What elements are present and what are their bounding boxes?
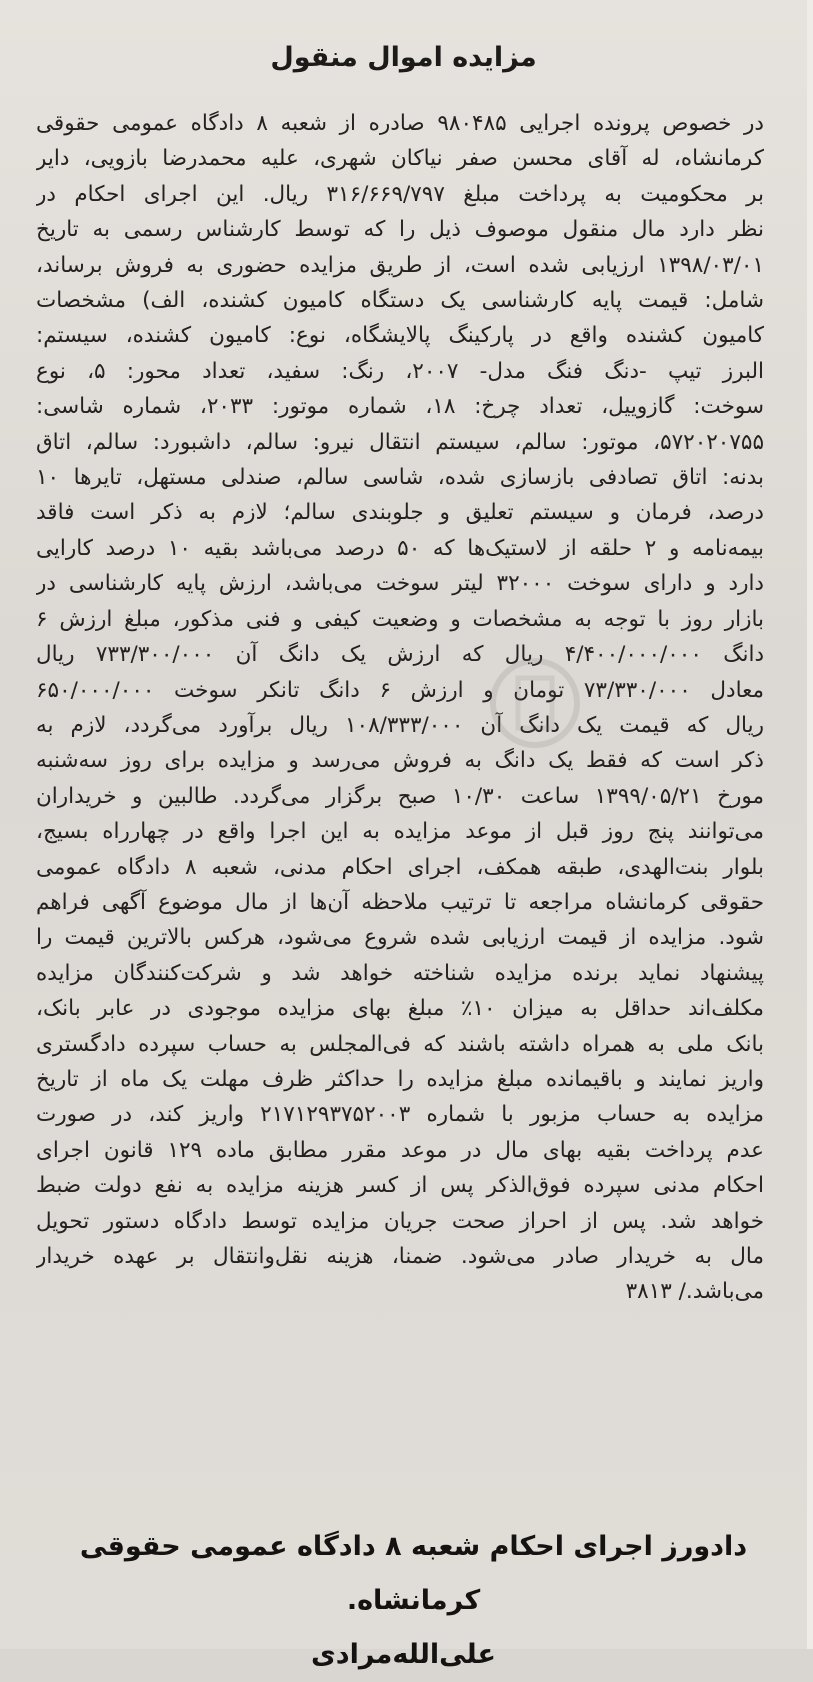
notice-line: در خصوص پرونده اجرایی ۹۸۰۴۸۵ صادره از شعبه ۸ دادگاه عمومی حقوقی bbox=[36, 111, 764, 136]
notice-line: خواهد شد. پس از احراز صحت جریان مزایده توسط دادگاه دستور تحویل bbox=[36, 1208, 764, 1234]
notice-line: نظر دارد مال منقول موصوف ذیل را که توسط کارشناس رسمی به تاریخ bbox=[36, 217, 764, 243]
notice-line: کامیون کشنده واقع در پارکینگ پالایشگاه، نوع: کامیون کشنده، سیستم: bbox=[36, 323, 764, 349]
notice-signature bbox=[0, 1520, 807, 1682]
notice-line: دانگ ۴/۴۰۰/۰۰۰/۰۰۰ ریال که ارزش یک دانگ آن ۷۳۳/۳۰۰/۰۰۰ ریال bbox=[36, 642, 764, 668]
notice-line: سوخت: گازوییل، تعداد چرخ: ۱۸، شماره موتور: ۲۰۳۳، شماره شاسی: bbox=[36, 394, 764, 420]
notice-body bbox=[36, 106, 764, 1310]
signature-org: دادورز اجرای احکام شعبه ۸ دادگاه عمومی حقوقی کرمانشاه. bbox=[79, 1531, 748, 1616]
notice-line: حقوقی کرمانشاه مراجعه تا ترتیب ملاحظه آن‌ها از مال موضوع آگهی فراهم bbox=[36, 889, 764, 915]
notice-line: مزایده به حساب مزبور با شماره ۲۱۷۱۲۹۳۷۵۲۰۰۳ واریز کند، در صورت bbox=[36, 1102, 764, 1128]
notice-line: شامل: قیمت پایه کارشناسی یک دستگاه کامیون کشنده، الف) مشخصات bbox=[36, 288, 764, 314]
notice-line: واریز نمایند و باقیمانده مبلغ مزایده را حداکثر ظرف مهلت یک ماه از تاریخ bbox=[36, 1066, 764, 1092]
notice-line: بلوار بنت‌الهدی، طبقه همکف، اجرای احکام مدنی، شعبه ۸ دادگاه عمومی bbox=[36, 854, 764, 880]
notice-line: ذکر است که فقط یک دانگ به فروش می‌رسد و مزایده برای روز سه‌شنبه bbox=[36, 748, 764, 774]
notice-line: مال به خریدار صادر می‌شود. ضمنا، هزینه نقل‌وانتقال بر عهده خریدار bbox=[36, 1244, 764, 1269]
notice-line: دارد و دارای سوخت ۳۲۰۰۰ لیتر سوخت می‌باشد، ارزش پایه کارشناسی در bbox=[36, 571, 764, 597]
notice-line: ۵۷۲۰۲۰۷۵۵، موتور: سالم، سیستم انتقال نیرو: سالم، داشبورد: سالم، اتاق bbox=[36, 429, 764, 455]
notice-line: کرمانشاه، له آقای محسن صفر نیاکان شهری، علیه محمدرضا بازویی، دایر bbox=[36, 146, 764, 172]
notice-line: بدنه: اتاق تصادفی بازسازی شده، شاسی سالم، صندلی مستهل، تایرها ۱۰ bbox=[36, 465, 764, 491]
notice-line: بیمه‌نامه و ۲ حلقه از لاستیک‌ها که ۵۰ درصد می‌باشد بقیه ۱۰ درصد کارایی bbox=[36, 535, 764, 561]
notice-line: می‌باشد./ ۳۸۱۳ bbox=[625, 1279, 764, 1305]
notice-line: بازار روز با توجه به مشخصات و وضعیت کیفی و فنی مذکور، مبلغ ارزش ۶ bbox=[36, 606, 764, 632]
notice-line: درصد، فرمان و سیستم تعلیق و جلوبندی سالم؛ لازم به ذکر است فاقد bbox=[36, 500, 764, 526]
notice-line: پیشنهاد نماید برنده مزایده شناخته خواهد شد و شرکت‌کنندگان مزایده bbox=[36, 960, 764, 986]
notice-line: بر محکومیت به پرداخت مبلغ ۳۱۶/۶۶۹/۷۹۷ ریال. این اجرای احکام در bbox=[36, 181, 764, 207]
notice-line: بانک ملی به همراه داشته باشند که فی‌المجلس به حساب سپرده دادگستری bbox=[36, 1031, 764, 1057]
notice-line: احکام مدنی سپرده فوق‌الذکر پس از کسر هزینه مزایده به نفع دولت ضبط bbox=[36, 1173, 764, 1199]
notice-line: مورخ ۱۳۹۹/۰۵/۲۱ ساعت ۱۰/۳۰ صبح برگزار می‌گردد. طالبین و خریداران bbox=[36, 783, 764, 809]
notice-line: معادل ۷۳/۳۳۰/۰۰۰ تومان و ارزش ۶ دانگ تانکر سوخت ۶۵۰/۰۰۰/۰۰۰ bbox=[36, 677, 764, 703]
notice-line: شود. مزایده از قیمت ارزیابی شده شروع می‌شود، هرکس بالاترین قیمت را bbox=[36, 925, 764, 951]
notice-line: عدم پرداخت بقیه بهای مال در موعد مقرر مطابق ماده ۱۲۹ قانون اجرای bbox=[36, 1137, 764, 1163]
notice-line: البرز تیپ -دنگ فنگ مدل- ۲۰۰۷، رنگ: سفید، تعداد محور: ۵، نوع bbox=[36, 358, 764, 384]
notice-title: مزایده اموال منقول bbox=[270, 42, 537, 73]
notice-line: مکلف‌اند حداقل به میزان ۱۰٪ مبلغ بهای مزایده موجودی در عابر بانک، bbox=[36, 996, 764, 1022]
signature-name: علی‌الله‌مرادی bbox=[311, 1639, 496, 1670]
notice-line: ریال که قیمت یک دانگ آن ۱۰۸/۳۳۳/۰۰۰ ریال برآورد می‌گردد، لازم به bbox=[36, 712, 764, 738]
notice-line: ۱۳۹۸/۰۳/۰۱ ارزیابی شده است، از طریق مزایده حضوری به فروش برساند، bbox=[36, 252, 764, 278]
notice-line: می‌توانند پنج روز قبل از موعد مزایده به این اجرا واقع در چهارراه بسیج، bbox=[36, 819, 764, 845]
